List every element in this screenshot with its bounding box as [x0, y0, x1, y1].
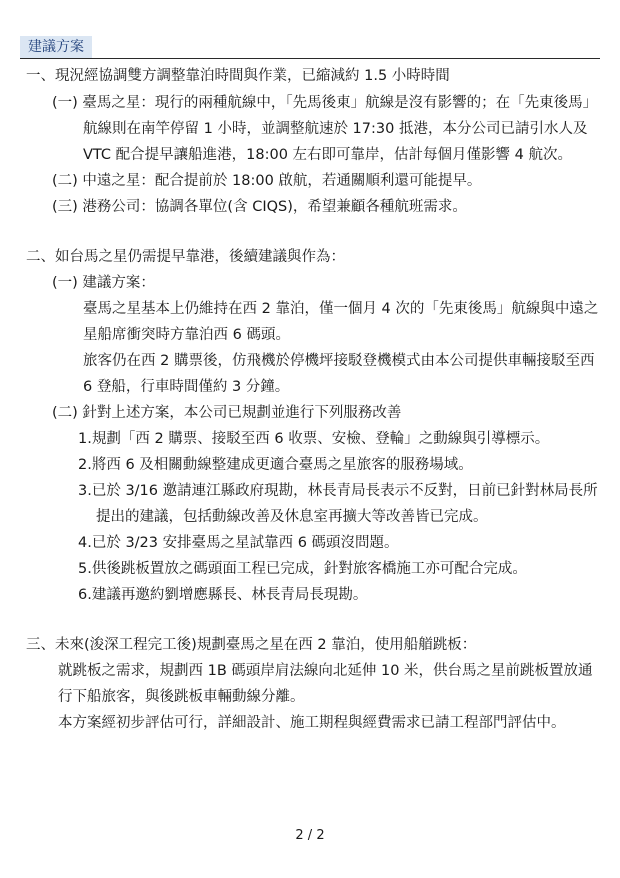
- section-header-bar: [20, 36, 600, 59]
- section1-item2: (二) 中遠之星：配合提前於 18:00 啟航，若通關順利還可能提早。: [52, 173, 482, 189]
- section2-sub1-para2-line1: 旅客仍在西 2 購票後，仿飛機於停機坪接駁登機模式由本公司提供車輛接駁至西: [83, 353, 595, 369]
- section2-item-1: 1.規劃「西 2 購票、接駁至西 6 收票、安檢、登輪」之動線與引導標示。: [78, 431, 550, 447]
- section2-sub1-label: (一) 建議方案：: [52, 275, 155, 291]
- section2-item-5: 5.供後跳板置放之碼頭面工程已完成，針對旅客橋施工亦可配合完成。: [78, 561, 527, 577]
- section1-item1-line1: (一) 臺馬之星：現行的兩種航線中，「先馬後東」航線是沒有影響的；在「先東後馬」: [52, 95, 598, 111]
- section3-para1-line2: 行下船旅客，與後跳板車輛動線分離。: [58, 689, 305, 705]
- section1-heading: 一、現況經協調雙方調整靠泊時間與作業，已縮減約 1.5 小時時間: [26, 68, 450, 84]
- section1-item1-line3: VTC 配合提早讓船進港，18:00 左右即可靠岸，估計每個月僅影響 4 航次。: [83, 147, 572, 163]
- section3-heading: 三、未來(浚深工程完工後)規劃臺馬之星在西 2 靠泊，使用船艏跳板：: [26, 637, 477, 653]
- section2-sub2-label: (二) 針對上述方案，本公司已規劃並進行下列服務改善: [52, 405, 402, 421]
- section2-item-3-line1: 3.已於 3/16 邀請連江縣政府現勘，林長青局長表示不反對，日前已針對林局長所: [78, 483, 598, 499]
- section2-sub1-para1-line2: 星船席衝突時方靠泊西 6 碼頭。: [83, 327, 290, 343]
- section2-heading: 二、如台馬之星仍需提早靠港，後續建議與作為：: [26, 249, 345, 265]
- section3-para1-line1: 就跳板之需求，規劃西 1B 碼頭岸肩法線向北延伸 10 米，供台馬之星前跳板置放通: [58, 663, 593, 679]
- section-header-label: 建議方案: [20, 36, 92, 58]
- section3-para2: 本方案經初步評估可行，詳細設計、施工期程與經費需求已請工程部門評估中。: [58, 715, 566, 731]
- section1-item1-line2: 航線則在南竿停留 1 小時，並調整航速於 17:30 抵港，本分公司已請引水人及: [83, 121, 588, 137]
- section2-item-4: 4.已於 3/23 安排臺馬之星試靠西 6 碼頭沒問題。: [78, 535, 399, 551]
- section2-item-2: 2.將西 6 及相關動線整建成更適合臺馬之星旅客的服務場域。: [78, 457, 473, 473]
- section2-item-6: 6.建議再邀約劉增應縣長、林長青局長現勘。: [78, 587, 368, 603]
- page-number: 2 / 2: [295, 828, 325, 843]
- section2-sub1-para1-line1: 臺馬之星基本上仍維持在西 2 靠泊，僅一個月 4 次的「先東後馬」航線與中遠之: [83, 301, 599, 317]
- section2-item-3-line2: 提出的建議，包括動線改善及休息室再擴大等改善皆已完成。: [96, 509, 488, 525]
- section2-sub1-para2-line2: 6 登船，行車時間僅約 3 分鐘。: [83, 379, 290, 395]
- section1-item3: (三) 港務公司：協調各單位(含 CIQS)，希望兼顧各種航班需求。: [52, 199, 467, 215]
